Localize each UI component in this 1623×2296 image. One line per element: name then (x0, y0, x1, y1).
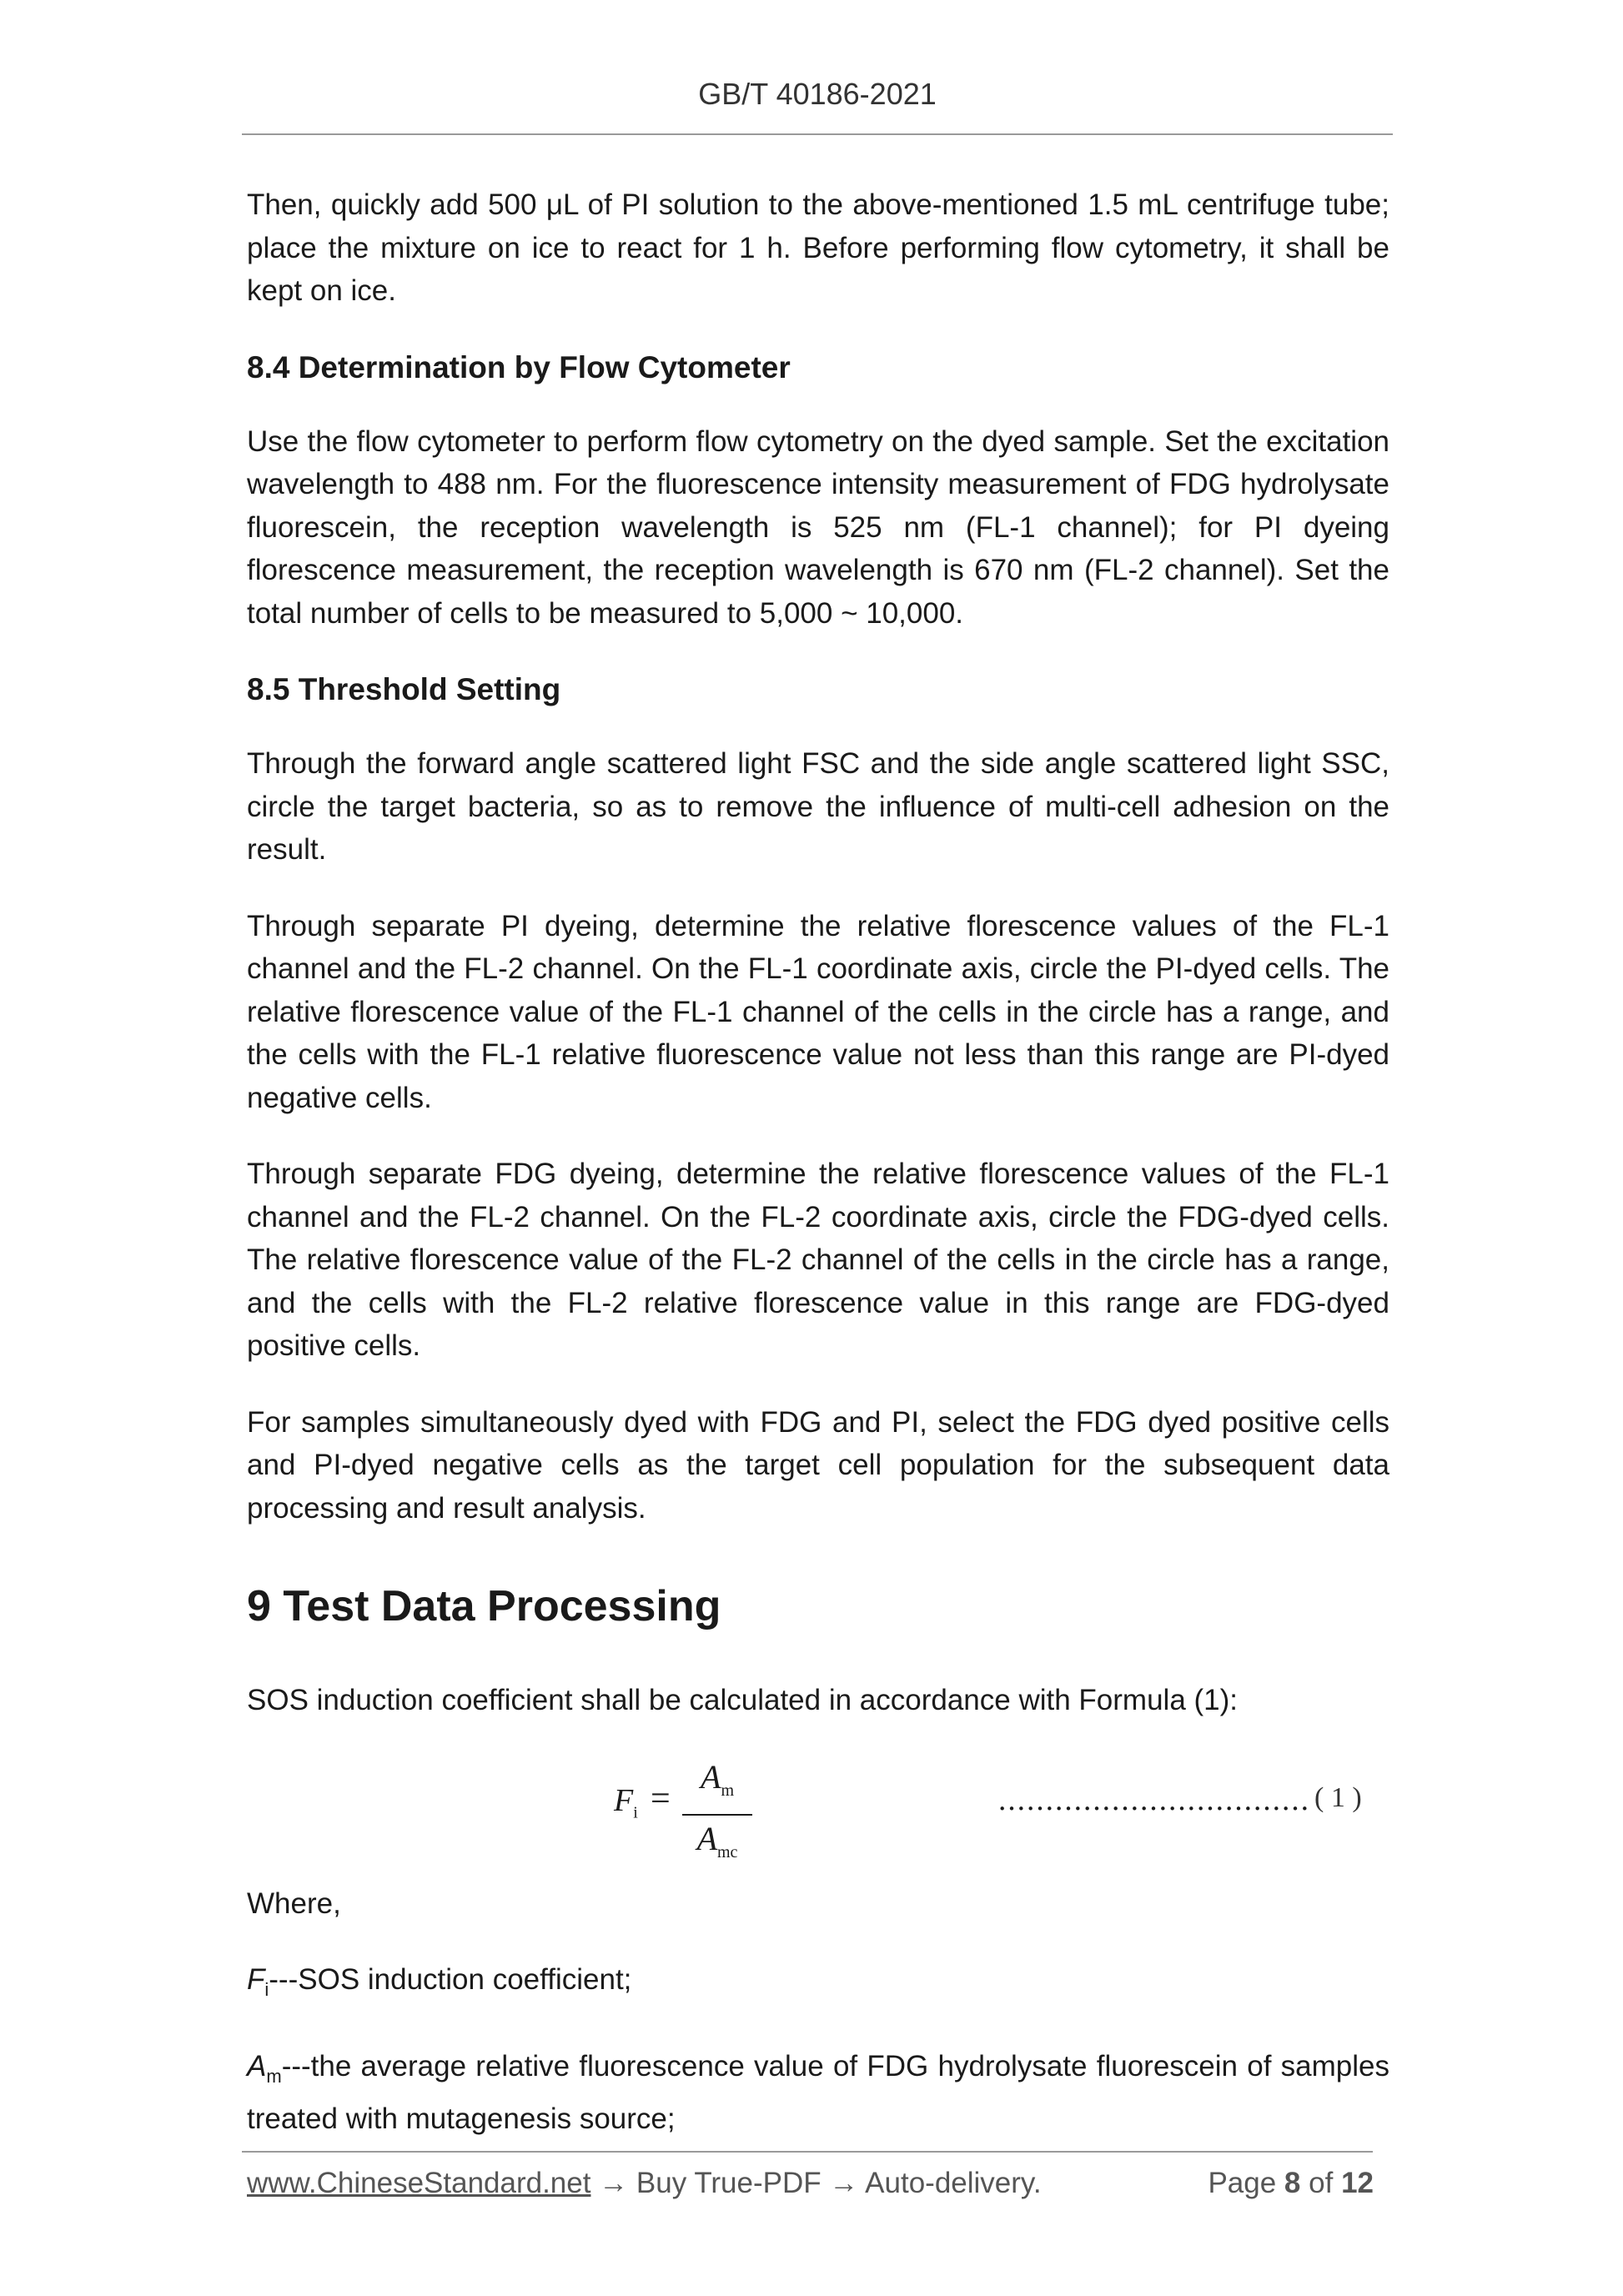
total-pages-number: 12 (1341, 2167, 1374, 2199)
section-8-5-paragraph-1: Through the forward angle scattered light FSC and the side angle scattered light SSC, circle the target bacteria, so as to remove the influence of multi-cell adhesion on the result. (247, 747, 1389, 866)
fraction-bar (682, 1814, 752, 1816)
section-9-heading: 9 Test Data Processing (247, 1582, 721, 1630)
footer-divider (242, 2151, 1373, 2153)
document-body (247, 183, 1389, 2141)
formula-fraction (682, 1757, 752, 1872)
section-9-intro: SOS induction coefficient shall be calculated in accordance with Formula (1): (247, 1684, 1239, 1716)
formula-denominator: $A_{mc}$ (696, 1819, 738, 1861)
section-8-5-heading: 8.5 Threshold Setting (247, 672, 561, 706)
section-8-5-paragraph-4: For samples simultaneously dyed with FDG and PI, select the FDG dyed positive cells and PI-dyed negative cells as the target cell population for the subsequent data processing and result analysis. (247, 1405, 1389, 1525)
header-divider (242, 133, 1393, 135)
definition-am: $A_m--$-the average relative fluorescence value of FDG hydrolysate fluorescein of samples treated with mutagenesis source; (247, 2049, 1389, 2135)
page-indicator: Page 8 of 12 (1208, 2167, 1374, 2199)
formula-equals: = (651, 1779, 671, 1818)
footer-tagline: → Buy True-PDF → Auto-delivery. (590, 2167, 1042, 2199)
website-link[interactable]: www.ChineseStandard.net (247, 2167, 591, 2199)
intro-paragraph: Then, quickly add 500 μL of PI solution to the above-mentioned 1.5 mL centrifuge tube; place the mixture on ice to react for 1 h. Before performing flow cytometry, it shall be kept on ice. (247, 188, 1389, 307)
current-page-number: 8 (1284, 2167, 1301, 2199)
formula-numerator: $A_m$ (701, 1757, 734, 1800)
section-8-4-heading: 8.4 Determination by Flow Cytometer (247, 349, 791, 384)
formula-lhs: $F_i$ (614, 1782, 638, 1822)
formula-expression (614, 1757, 864, 1861)
definition-fi: $F_i--$-SOS induction coefficient; (247, 1963, 632, 2000)
section-8-5-paragraph-2: Through separate PI dyeing, determine the relative florescence values of the FL-1 channel and the FL-2 channel. On the FL-1 coordinate axis, circle the PI-dyed cells. The relative florescence value of the FL-1 channel of the cells in the circle has a range, and the cells with the FL-1 relative fluorescence value not less than this range are PI-dyed negative cells. (247, 909, 1389, 1114)
section-8-5-paragraph-3: Through separate FDG dyeing, determine the relative florescence values of the FL-1 channel and the FL-2 channel. On the FL-2 coordinate axis, circle the FDG-dyed cells. The relative florescence value of the FL-2 channel of the cells in the circle has a range, and the cells with the FL-2 relative florescence value in this range are FDG-dyed positive cells. (247, 1158, 1389, 1362)
section-8-4-paragraph: Use the flow cytometer to perform flow cytometry on the dyed sample. Set the excitation wavelength to 488 nm. For the fluorescence intensity measurement of FDG hydrolysate fluorescein, the reception wavelength is 525 nm (FL-1 channel); for PI dyeing florescence measurement, the reception wavelength is 670 nm (FL-2 channel). Set the total number of cells to be measured to 5,000 ~ 10,000. (247, 425, 1389, 630)
page-header: GB/T 40186-2021 (698, 77, 937, 111)
formula-1 (247, 1757, 1389, 1861)
formula-number: ( 1 ) (1314, 1781, 1362, 1813)
formula-leader-dots: …………………………… (997, 1783, 1309, 1817)
where-label: Where, (247, 1887, 341, 1920)
page-footer (247, 2167, 1381, 2208)
